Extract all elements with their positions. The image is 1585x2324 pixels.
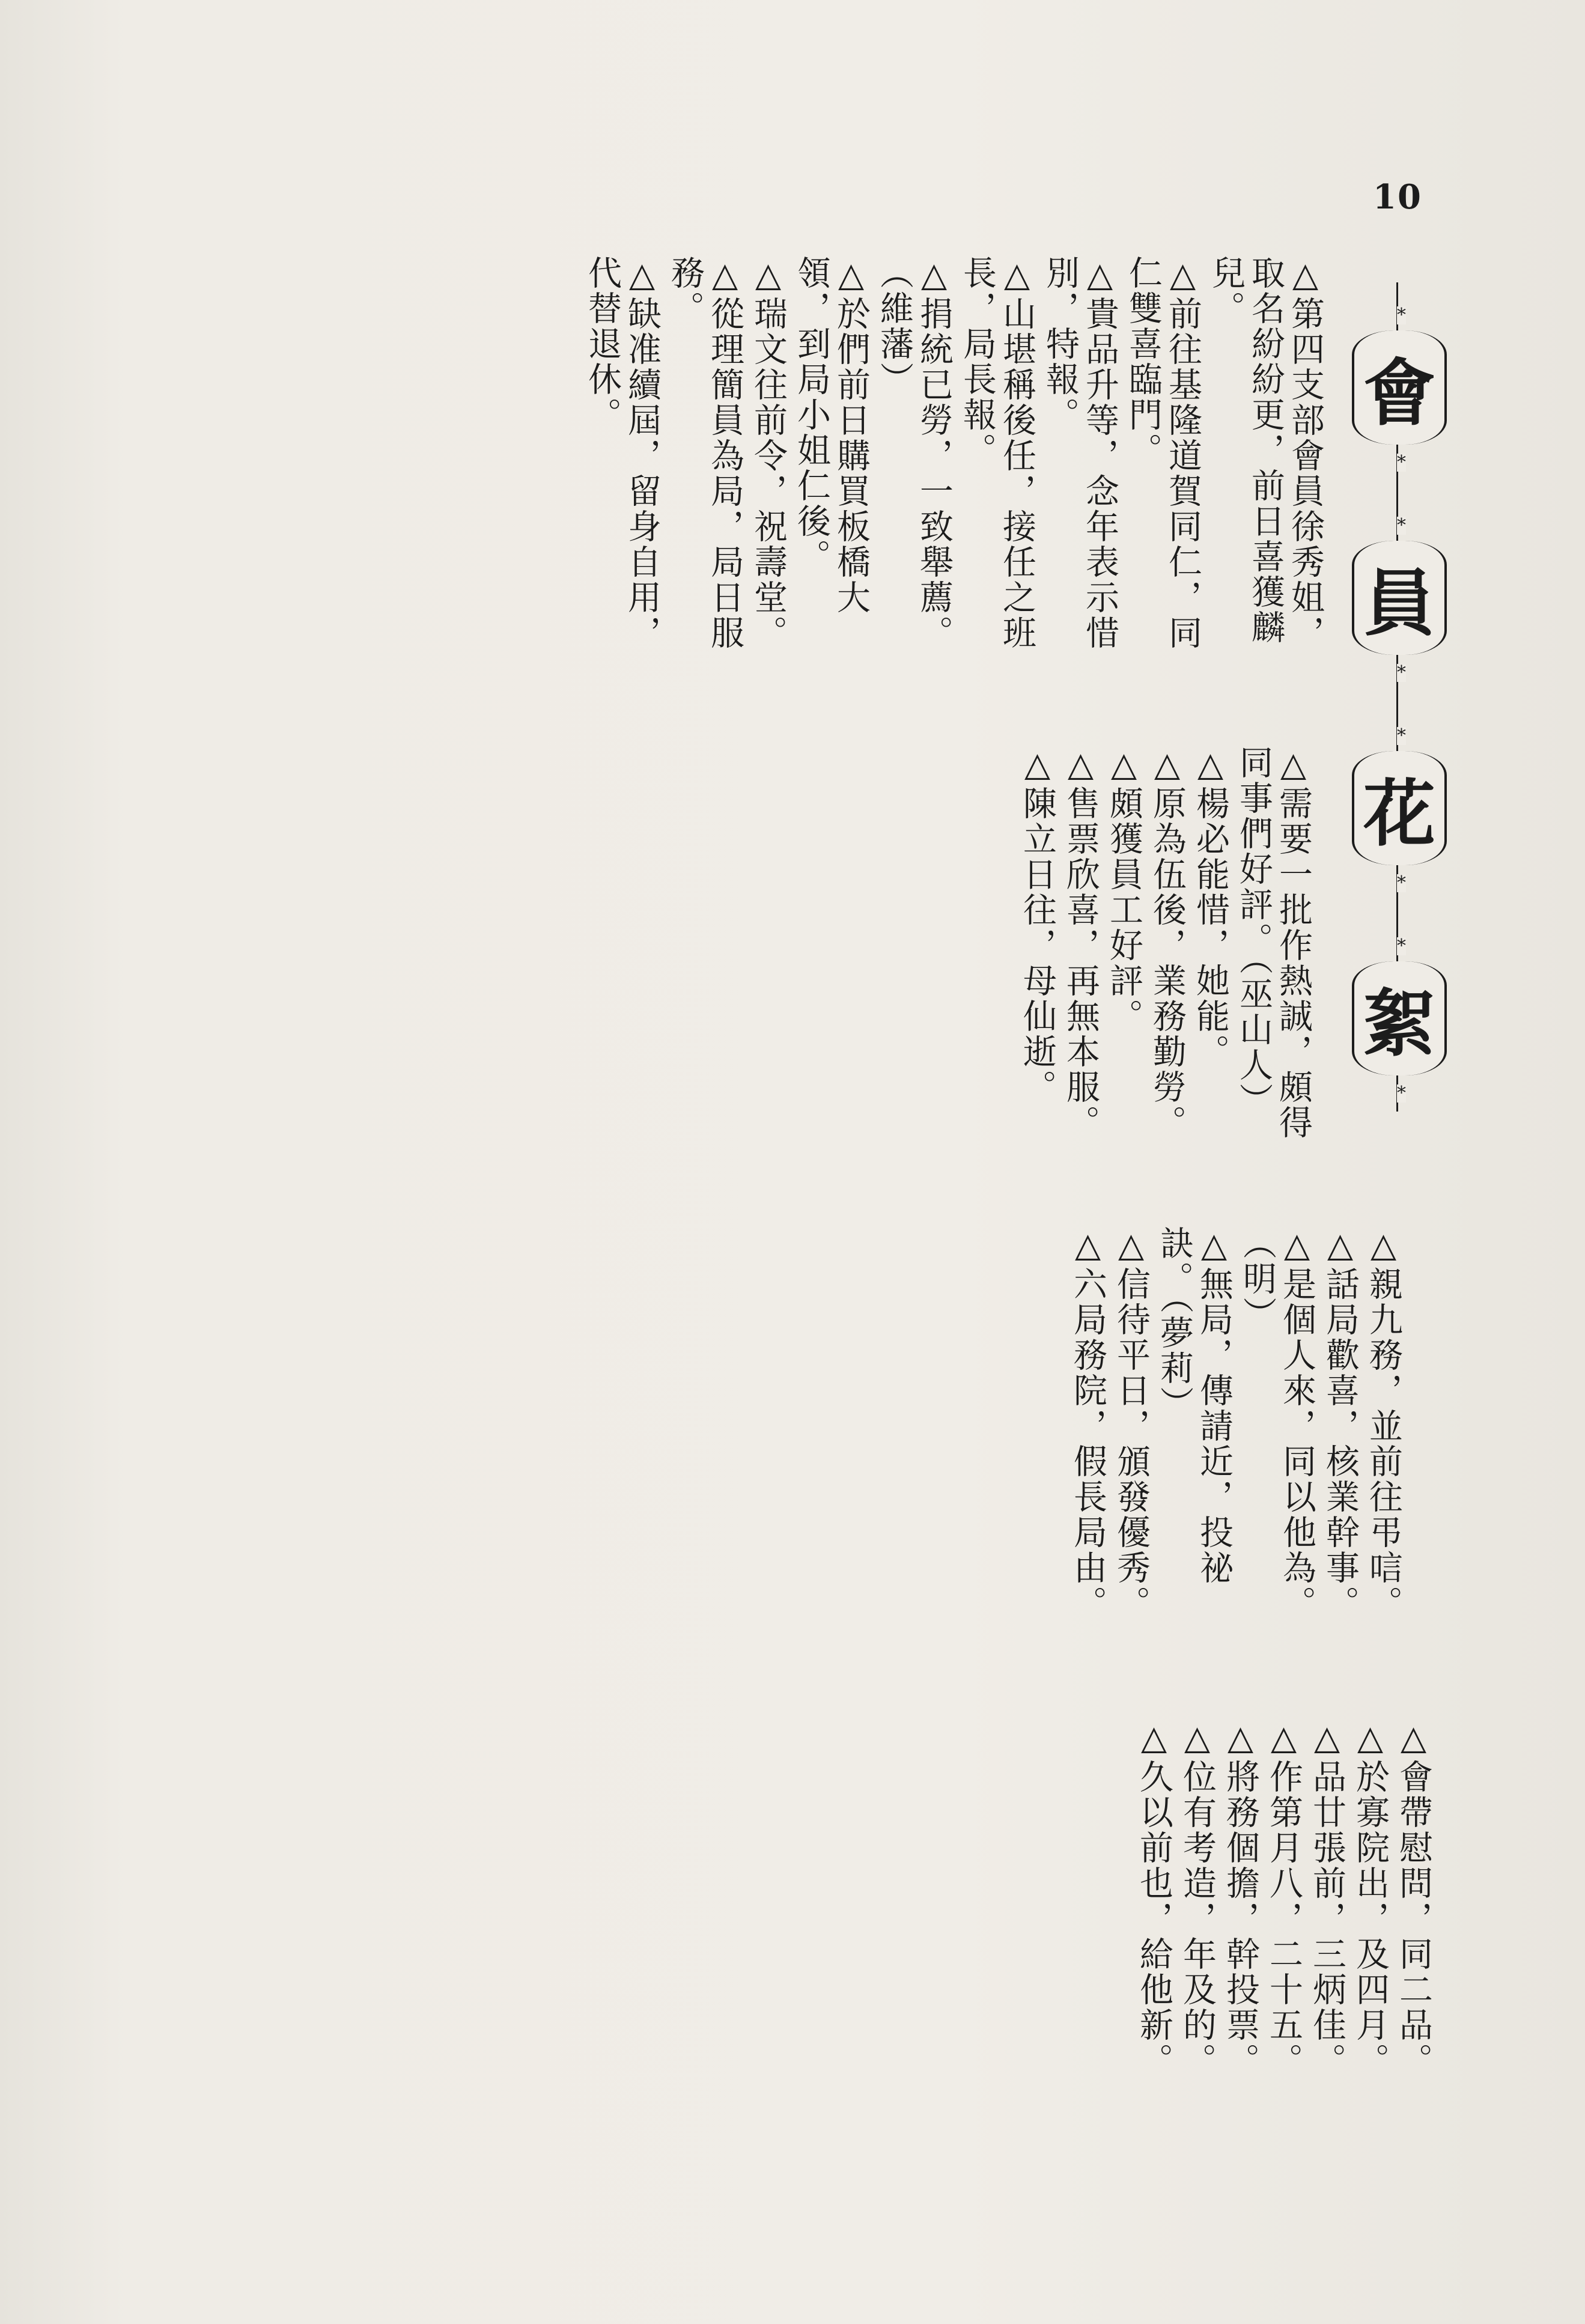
text-block-4 [99,1718,1433,2175]
title-char-1: 會 [1352,330,1447,445]
paragraph: △山堪稱後任，接任之班長，局長報。 [958,255,1036,651]
ornament-star: * [1397,935,1406,957]
page-number: 10 [1373,177,1422,217]
title-char-4: 絮 [1352,961,1447,1075]
paragraph: △原為伍後，業務勤勞。 [1148,745,1187,1140]
paragraph: △會帶慰問，同二品。 [1394,1718,1433,2078]
paragraph: △於寡院出，及四月。 [1351,1718,1390,2078]
paragraph: △於們前日購買板橋大領，到局小姐仁後。 [792,255,871,615]
ornament-star: * [1397,515,1406,536]
paragraph: △貴品升等，念年表示惜別，特報。 [1041,255,1119,651]
paragraph: △從理簡員為局，局日服務。 [666,255,744,651]
paragraph: △缺准續屆，留身自用，代替退休。 [583,255,662,651]
text-block-3 [99,1226,1403,1652]
ornament-star: * [1397,452,1406,473]
paragraph: △是個人來，同以他為。（明） [1238,1226,1316,1621]
ornament-star: * [1397,662,1406,683]
paragraph: △需要一批作熱誠，頗得同事們好評。（巫山人） [1234,745,1313,1140]
paragraph: △親九務，並前往弔唁。 [1364,1226,1403,1621]
text-block-1 [99,255,1325,670]
paragraph: △將務個擔，幹投票。 [1221,1718,1260,2078]
ornament-star: * [1397,1083,1406,1104]
paragraph: △陳立日往，母仙逝。 [1018,745,1057,1105]
ornament-star: * [1397,305,1406,326]
paragraph: △頗獲員工好評。 [1104,745,1143,1034]
paragraph: △第四支部會員徐秀姐，取名紛紛更，前日喜獲麟兒。 [1206,255,1325,651]
paragraph: △久以前也，給他新。 [1134,1718,1173,2078]
section-title [1340,282,1460,1112]
paragraph: △無局，傳請近，投祕訣。（夢莉） [1155,1226,1234,1586]
paragraph: △位有考造，年及的。 [1178,1718,1217,2078]
ornament-star: * [1397,725,1406,746]
paragraph: △話局歡喜，核業幹事。 [1321,1226,1360,1621]
title-char-3: 花 [1352,751,1447,865]
paragraph: △售票欣喜，再無本服。 [1061,745,1100,1140]
paragraph: △捐統已勞，一致舉薦。（維藩） [875,255,954,651]
ornament-star: * [1397,872,1406,893]
paragraph: △瑞文往前令，祝壽堂。 [749,255,788,651]
paragraph: △品廿張前，三炳佳。 [1307,1718,1346,2078]
text-block-2 [99,745,1313,1166]
paragraph: △楊必能惜，她能。 [1191,745,1230,1069]
paragraph: △作第月八，二十五。 [1264,1718,1303,2078]
paragraph: △信待平日，頒發優秀。 [1112,1226,1151,1621]
title-char-2: 員 [1352,541,1447,655]
paragraph: △前往基隆道賀同仁，同仁雙喜臨門。 [1124,255,1202,651]
paragraph: △六局務院，假長局由。 [1068,1226,1107,1621]
